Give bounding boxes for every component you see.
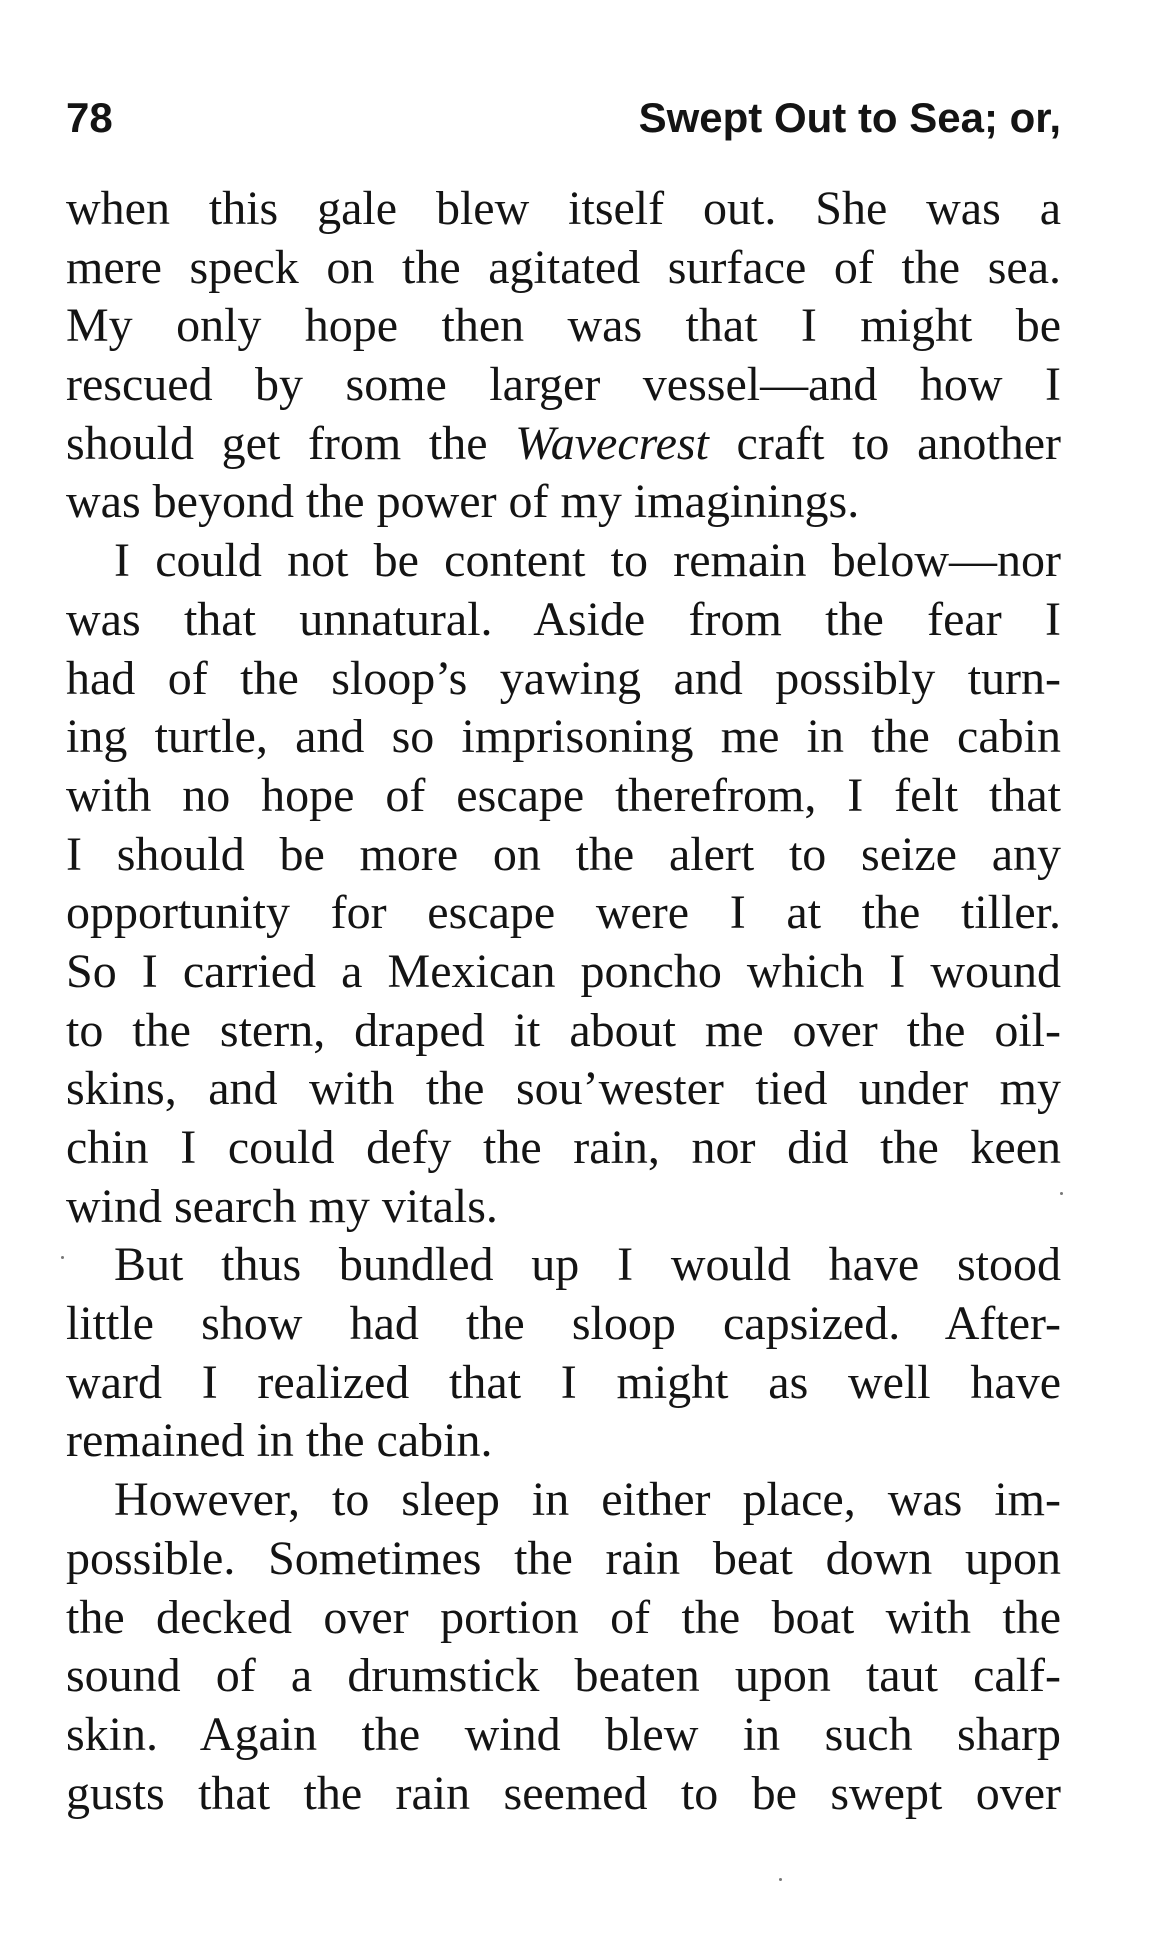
text-line — [66, 239, 1061, 298]
text-run: the decked over portion of the boat with the — [66, 1590, 1061, 1644]
text-run: ing turtle, and so imprisoning me in the cabin — [66, 710, 1061, 764]
text-line — [66, 884, 1061, 943]
text-line — [66, 1119, 1061, 1178]
text-run: sound of a drumstick beaten upon taut calf- — [66, 1649, 1061, 1703]
text-line — [66, 650, 1061, 709]
text-line — [66, 1589, 1061, 1648]
running-head — [66, 88, 1061, 148]
paragraph — [66, 1236, 1061, 1471]
text-line — [66, 1412, 1061, 1471]
text-run: I could not be content to remain below—nor — [114, 534, 1061, 588]
page-number: 78 — [66, 94, 113, 141]
text-line — [66, 180, 1061, 239]
text-line — [66, 1647, 1061, 1706]
text-run: remained in the cabin. — [66, 1414, 493, 1468]
paragraph — [66, 532, 1061, 1236]
print-speck — [779, 1878, 782, 1881]
paragraph — [66, 180, 1061, 532]
text-line — [66, 1178, 1061, 1237]
text-line — [66, 1060, 1061, 1119]
text-run: mere speck on the agitated surface of the sea. — [66, 240, 1061, 294]
text-run: opportunity for escape were I at the tiller. — [66, 886, 1061, 940]
text-run: chin I could defy the rain, nor did the keen — [66, 1121, 1061, 1174]
text-line — [66, 943, 1061, 1002]
text-line — [66, 1765, 1061, 1824]
print-speck — [1060, 1192, 1063, 1195]
running-title: Swept Out to Sea; or, — [638, 94, 1061, 141]
text-run: was that unnatural. Aside from the fear I — [66, 592, 1061, 646]
text-run: skins, and with the sou’wester tied under my — [66, 1062, 1061, 1116]
text-line — [66, 532, 1061, 591]
text-run: But thus bundled up I would have stood — [114, 1238, 1061, 1292]
text-run: possible. Sometimes the rain beat down upon — [66, 1531, 1061, 1585]
text-run: rescued by some larger vessel—and how I — [66, 358, 1061, 412]
text-run: little show had the sloop capsized. After- — [66, 1297, 1061, 1351]
text-line — [66, 1530, 1061, 1589]
text-line — [66, 1236, 1061, 1295]
text-line — [66, 356, 1061, 415]
italic-ship-name: Wavecrest — [515, 416, 709, 470]
text-line — [66, 297, 1061, 356]
text-run: gusts that the rain seemed to be swept over — [66, 1766, 1061, 1820]
text-run: was beyond the power of my imaginings. — [66, 475, 860, 529]
text-line — [66, 826, 1061, 885]
text-run: ward I realized that I might as well have — [66, 1355, 1061, 1409]
text-run: craft to another — [708, 416, 1061, 470]
text-line — [66, 1706, 1061, 1765]
text-run: I should be more on the alert to seize any — [66, 827, 1061, 881]
text-line — [66, 473, 1061, 532]
text-run: should get from the — [66, 416, 516, 470]
text-line — [66, 1002, 1061, 1061]
text-line — [66, 708, 1061, 767]
text-run: to the stern, draped it about me over the oil- — [66, 1003, 1061, 1057]
body-text — [66, 180, 1061, 1823]
text-run: when this gale blew itself out. She was a — [66, 182, 1061, 235]
text-run: So I carried a Mexican poncho which I wound — [66, 944, 1061, 998]
text-run: skin. Again the wind blew in such sharp — [66, 1707, 1061, 1761]
text-run: My only hope then was that I might be — [66, 299, 1061, 353]
text-run: wind search my vitals. — [66, 1179, 498, 1233]
text-line — [66, 1295, 1061, 1354]
text-run: However, to sleep in either place, was im- — [114, 1473, 1061, 1527]
text-line — [66, 415, 1061, 474]
text-line — [66, 591, 1061, 650]
paragraph — [66, 1471, 1061, 1823]
text-run: had of the sloop’s yawing and possibly turn- — [66, 651, 1061, 705]
text-line — [66, 767, 1061, 826]
text-line — [66, 1354, 1061, 1413]
text-run: with no hope of escape therefrom, I felt that — [66, 768, 1061, 822]
text-line — [66, 1471, 1061, 1530]
print-speck — [61, 1256, 64, 1259]
